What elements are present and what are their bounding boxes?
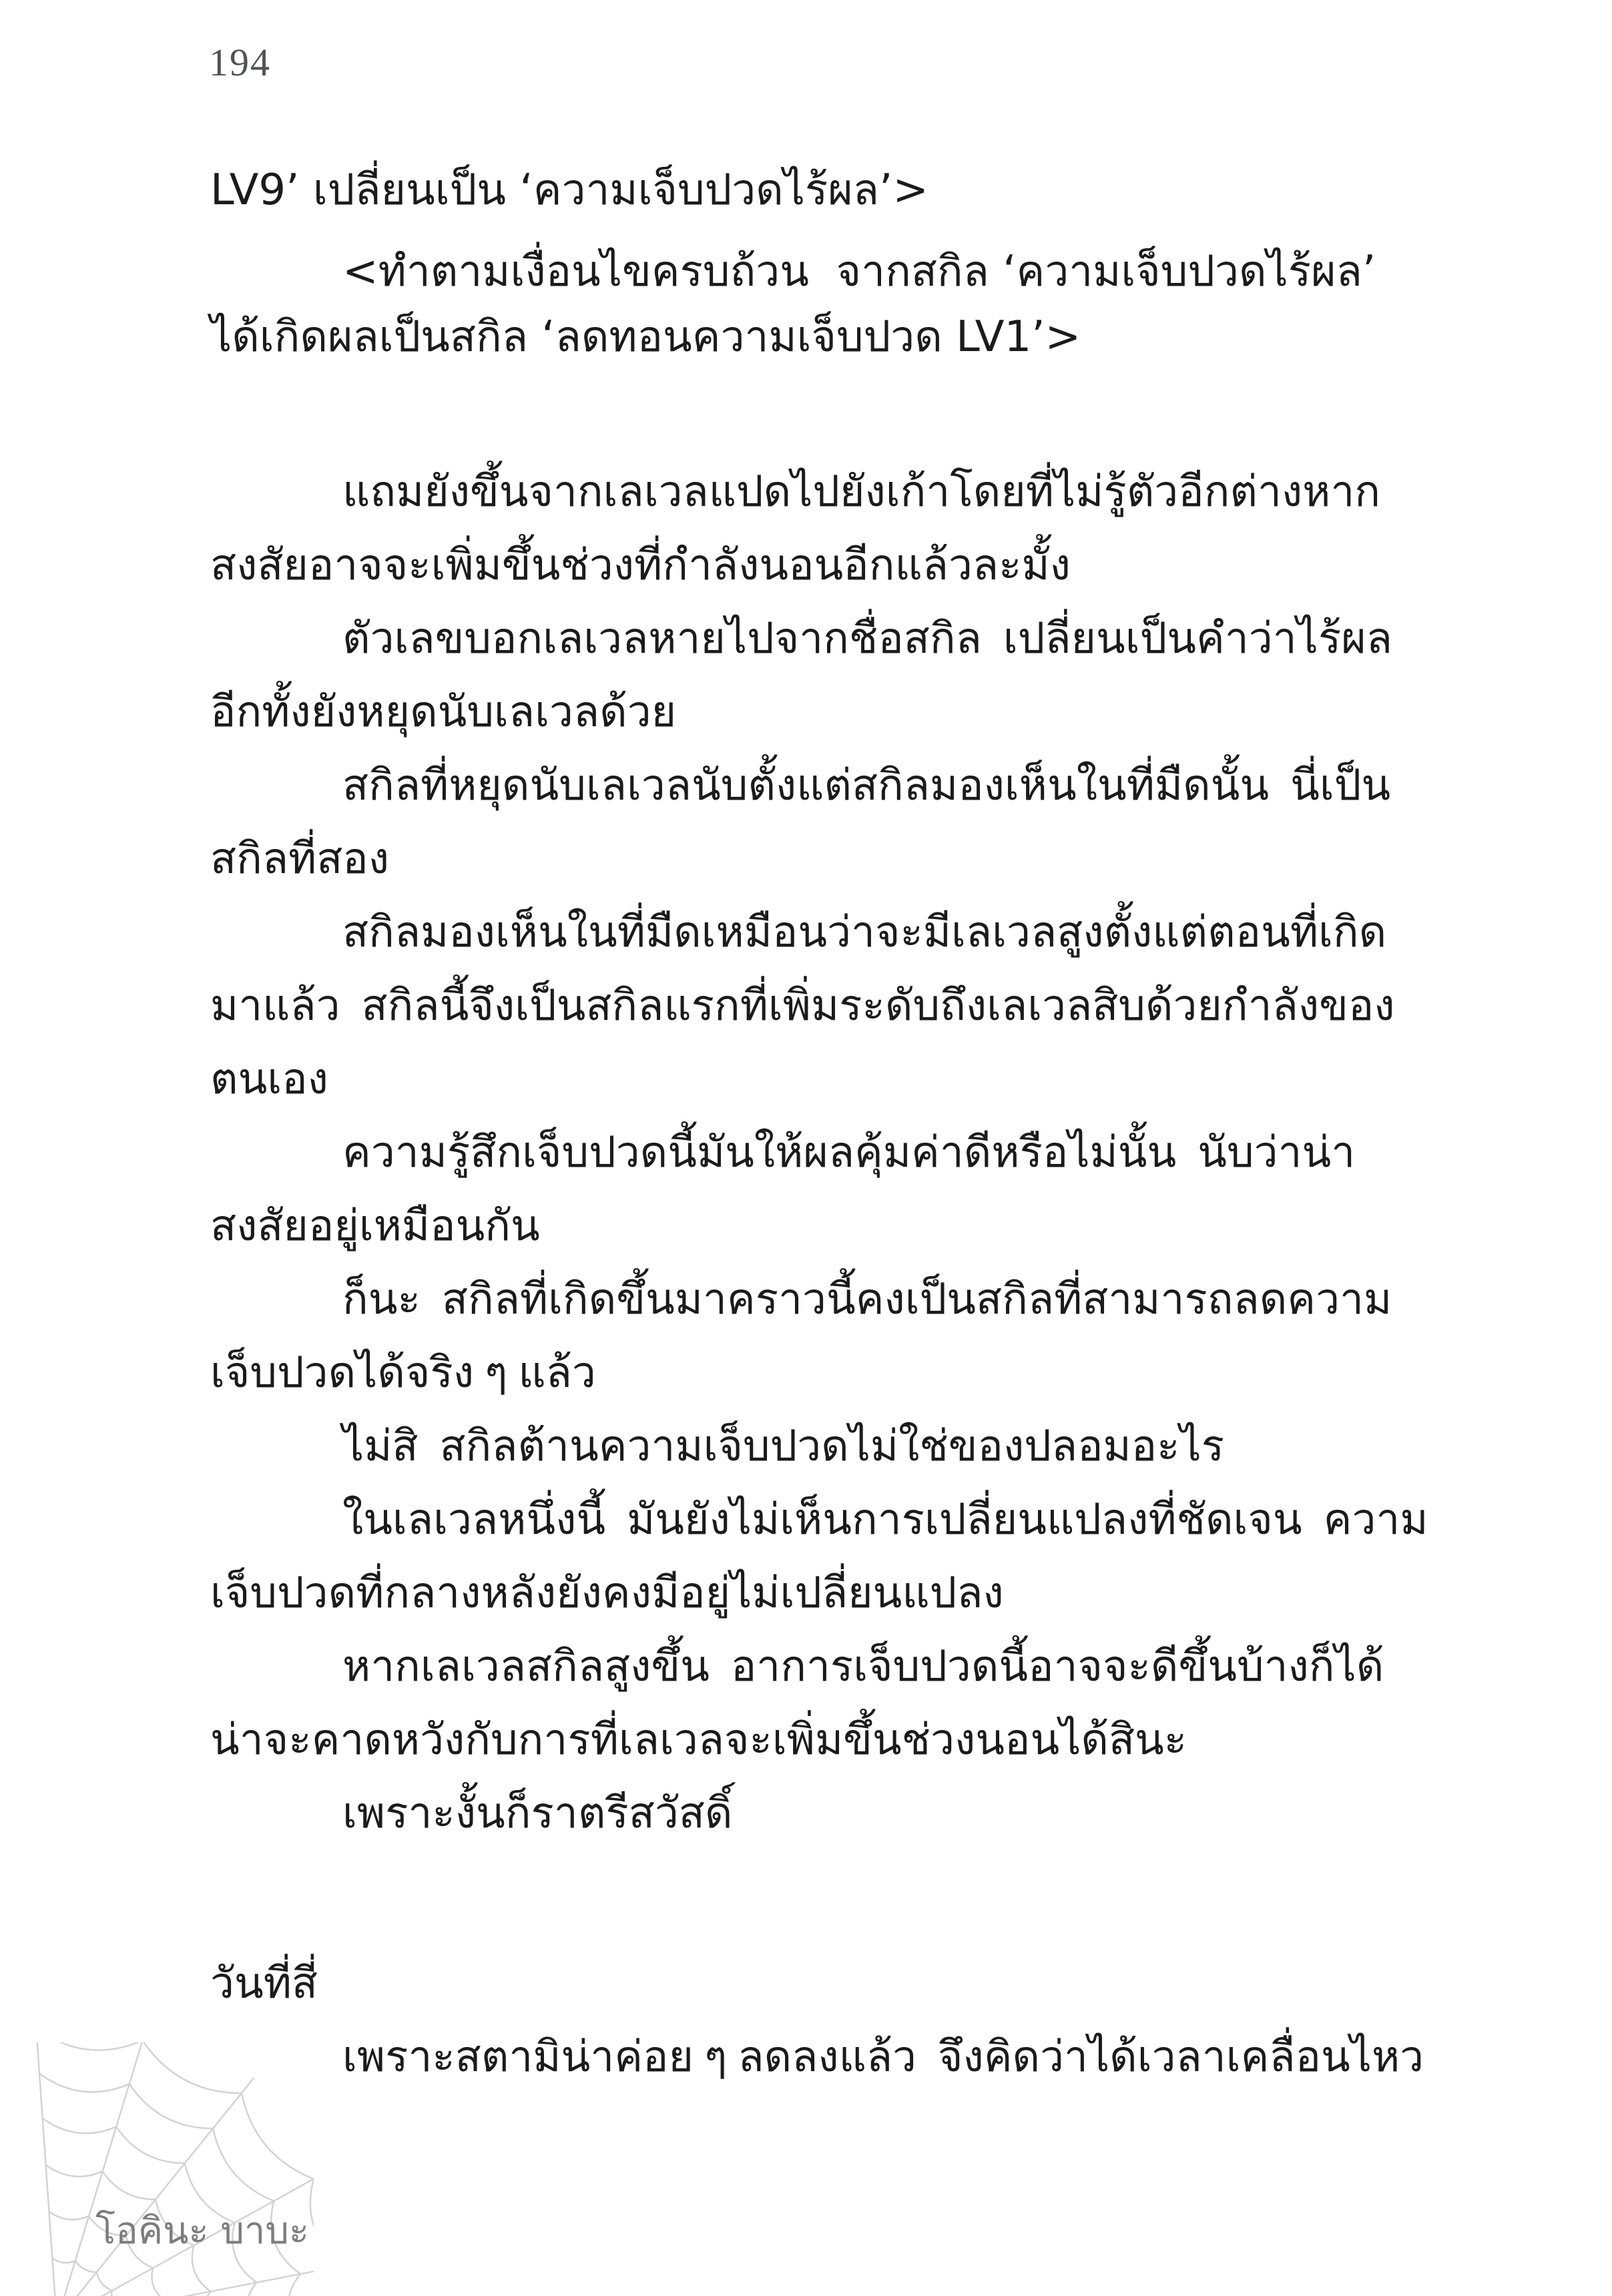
footer-author-name: โอคินะ บาบะ: [95, 2209, 309, 2253]
body-text-line: เพราะสตามิน่าค่อย ๆ ลดลงแล้ว จึงคิดว่าได้เวลาเคลื่อนไหว: [342, 2033, 1424, 2080]
body-text-line: สกิลที่หยุดนับเลเวลนับตั้งแต่สกิลมองเห็นในที่มืดนั้น นี่เป็น: [342, 762, 1391, 809]
system-text-line: ได้เกิดผลเป็นสกิล ‘ลดทอนความเจ็บปวด LV1’>: [210, 312, 1081, 362]
body-text-line: สกิลที่สอง: [210, 835, 389, 882]
system-text-line: <ทำตามเงื่อนไขครบถ้วน จากสกิล ‘ความเจ็บปวดไร้ผล’: [342, 247, 1376, 296]
body-text-line: อีกทั้งยังหยุดนับเลเวลด้วย: [210, 688, 677, 736]
body-text-line: มาแล้ว สกิลนี้จึงเป็นสกิลแรกที่เพิ่มระดับถึงเลเวลสิบด้วยกำลังของ: [210, 982, 1395, 1029]
body-text-line: ในเลเวลหนึ่งนี้ มันยังไม่เห็นการเปลี่ยนแปลงที่ชัดเจน ความ: [342, 1496, 1428, 1543]
system-message-block: [210, 167, 1452, 360]
spider-web-graphic: [0, 2042, 314, 2296]
body-text-line: สกิลมองเห็นในที่มืดเหมือนว่าจะมีเลเวลสูงตั้งแต่ตอนที่เกิด: [342, 908, 1387, 956]
body-text-line: ก็นะ สกิลที่เกิดขึ้นมาคราวนี้คงเป็นสกิลที่สามารถลดความ: [342, 1275, 1392, 1323]
body-text-line: ตัวเลขบอกเลเวลหายไปจากชื่อสกิล เปลี่ยนเป็นคำว่าไร้ผล: [342, 615, 1392, 662]
spider-web-path: [35, 2042, 314, 2296]
body-text-line: ตนเอง: [210, 1055, 328, 1103]
body-text-line: สงสัยอาจจะเพิ่มขึ้นช่วงที่กำลังนอนอีกแล้วละมั้ง: [210, 541, 1071, 589]
body-text-line: เพราะงั้นก็ราตรีสวัสดิ์: [342, 1789, 733, 1837]
body-text-line: สงสัยอยู่เหมือนกัน: [210, 1202, 540, 1249]
body-text-line: เจ็บปวดที่กลางหลังยังคงมีอยู่ไม่เปลี่ยนแปลง: [210, 1569, 1004, 1617]
body-text-line: น่าจะคาดหวังกับการที่เลเวลจะเพิ่มขึ้นช่วงนอนได้สินะ: [210, 1716, 1187, 1763]
body-text-line: ไม่สิ สกิลต้านความเจ็บปวดไม่ใช่ของปลอมอะไร: [342, 1422, 1225, 1470]
page-number: 194: [209, 41, 271, 84]
system-text-line: LV9’ เปลี่ยนเป็น ‘ความเจ็บปวดไร้ผล’>: [210, 166, 928, 215]
body-text-line: วันที่สี่: [210, 1960, 318, 2007]
body-text-line: หากเลเวลสกิลสูงขึ้น อาการเจ็บปวดนี้อาจจะดีขึ้นบ้างก็ได้: [342, 1643, 1384, 1690]
body-text-line: ความรู้สึกเจ็บปวดนี้มันให้ผลคุ้มค่าดีหรือไม่นั้น นับว่าน่า: [342, 1129, 1356, 1176]
body-text-block: [210, 455, 1428, 2094]
body-text-line: เจ็บปวดได้จริง ๆ แล้ว: [210, 1349, 596, 1396]
body-text-line: แถมยังขึ้นจากเลเวลแปดไปยังเก้าโดยที่ไม่รู้ตัวอีกต่างหาก: [342, 468, 1380, 515]
